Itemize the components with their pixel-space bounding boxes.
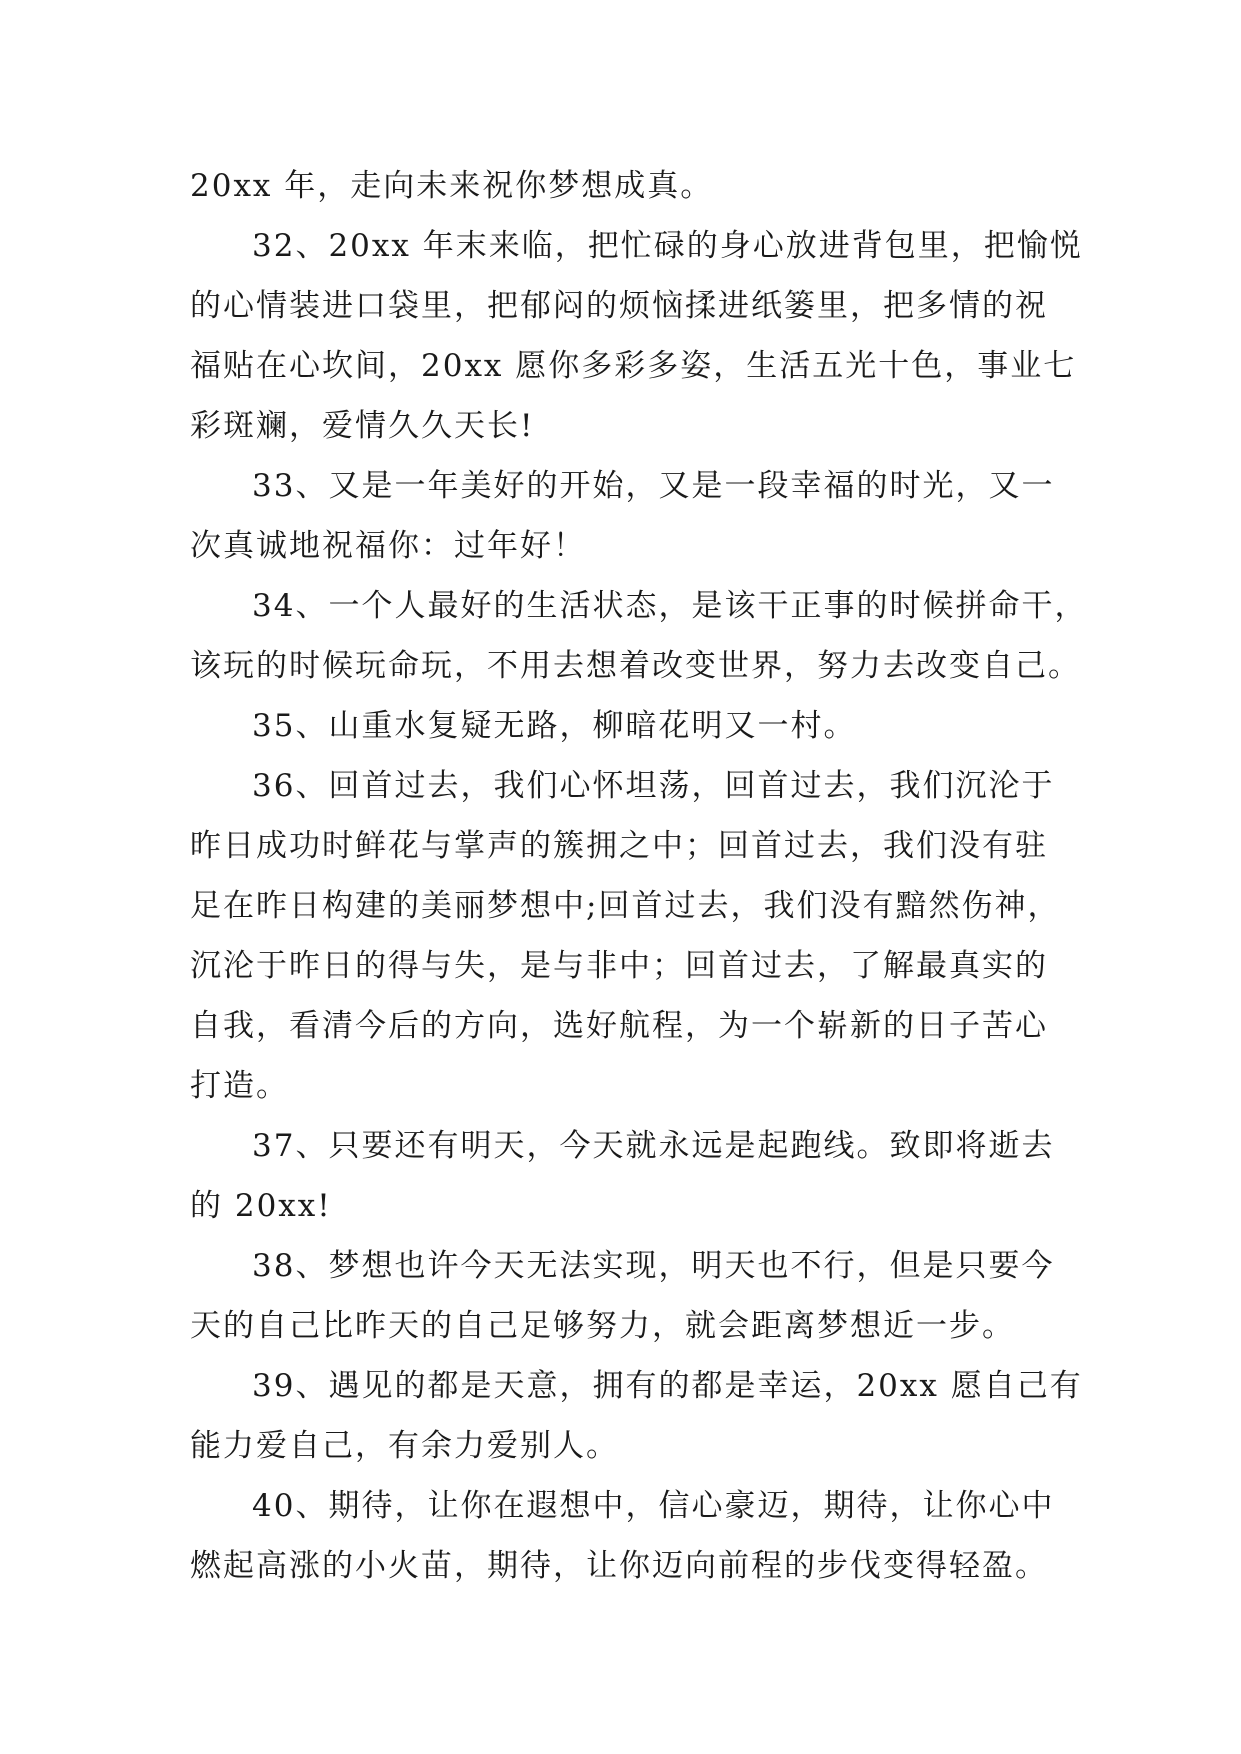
paragraph (190, 696, 1070, 756)
text-line: 打造。 (190, 1068, 289, 1104)
text-line: 彩斑斓，爱情久久天长! (190, 408, 535, 444)
text-line: 足在昨日构建的美丽梦想中;回首过去，我们没有黯然伤神， (190, 888, 1061, 924)
paragraph (190, 156, 1070, 216)
document-body (190, 156, 1088, 1596)
paragraph (190, 756, 1070, 1116)
paragraph (190, 216, 1083, 456)
text-line: 的心情装进口袋里，把郁闷的烦恼揉进纸篓里，把多情的祝 (190, 288, 1048, 324)
text-line: 自我，看清今后的方向，选好航程，为一个崭新的日子苦心 (190, 1008, 1048, 1044)
text-line: 39、遇见的都是天意，拥有的都是幸运，20xx 愿自己有 (252, 1368, 1083, 1404)
text-line: 37、只要还有明天，今天就永远是起跑线。致即将逝去 (252, 1128, 1055, 1164)
text-line: 40、期待，让你在遐想中，信心豪迈，期待，让你心中 (252, 1488, 1055, 1524)
text-line: 20xx 年，走向未来祝你梦想成真。 (190, 168, 714, 204)
text-line: 的 20xx! (190, 1188, 332, 1224)
text-line: 福贴在心坎间，20xx 愿你多彩多姿，生活五光十色，事业七 (190, 348, 1077, 384)
text-line: 38、梦想也许今天无法实现，明天也不行，但是只要今 (252, 1248, 1055, 1284)
paragraph (190, 1356, 1083, 1476)
text-line: 36、回首过去，我们心怀坦荡，回首过去，我们沉沦于 (252, 768, 1055, 804)
text-line: 该玩的时候玩命玩，不用去想着改变世界，努力去改变自己。 (190, 648, 1081, 684)
text-line: 燃起高涨的小火苗，期待，让你迈向前程的步伐变得轻盈。 (190, 1548, 1048, 1584)
text-line: 34、一个人最好的生活状态，是该干正事的时候拼命干， (252, 588, 1088, 624)
paragraph (190, 456, 1070, 576)
text-line: 能力爱自己，有余力爱别人。 (190, 1428, 619, 1464)
paragraph (190, 1116, 1070, 1236)
paragraph (190, 576, 1088, 696)
text-line: 昨日成功时鲜花与掌声的簇拥之中；回首过去，我们没有驻 (190, 828, 1048, 864)
text-line: 天的自己比昨天的自己足够努力，就会距离梦想近一步。 (190, 1308, 1015, 1344)
text-line: 32、20xx 年末来临，把忙碌的身心放进背包里，把愉悦 (252, 228, 1083, 264)
text-line: 33、又是一年美好的开始，又是一段幸福的时光，又一 (252, 468, 1055, 504)
text-line: 沉沦于昨日的得与失，是与非中；回首过去，了解最真实的 (190, 948, 1048, 984)
text-line: 35、山重水复疑无路，柳暗花明又一村。 (252, 708, 857, 744)
text-line: 次真诚地祝福你：过年好！ (190, 528, 586, 564)
paragraph (190, 1236, 1070, 1356)
paragraph (190, 1476, 1070, 1596)
